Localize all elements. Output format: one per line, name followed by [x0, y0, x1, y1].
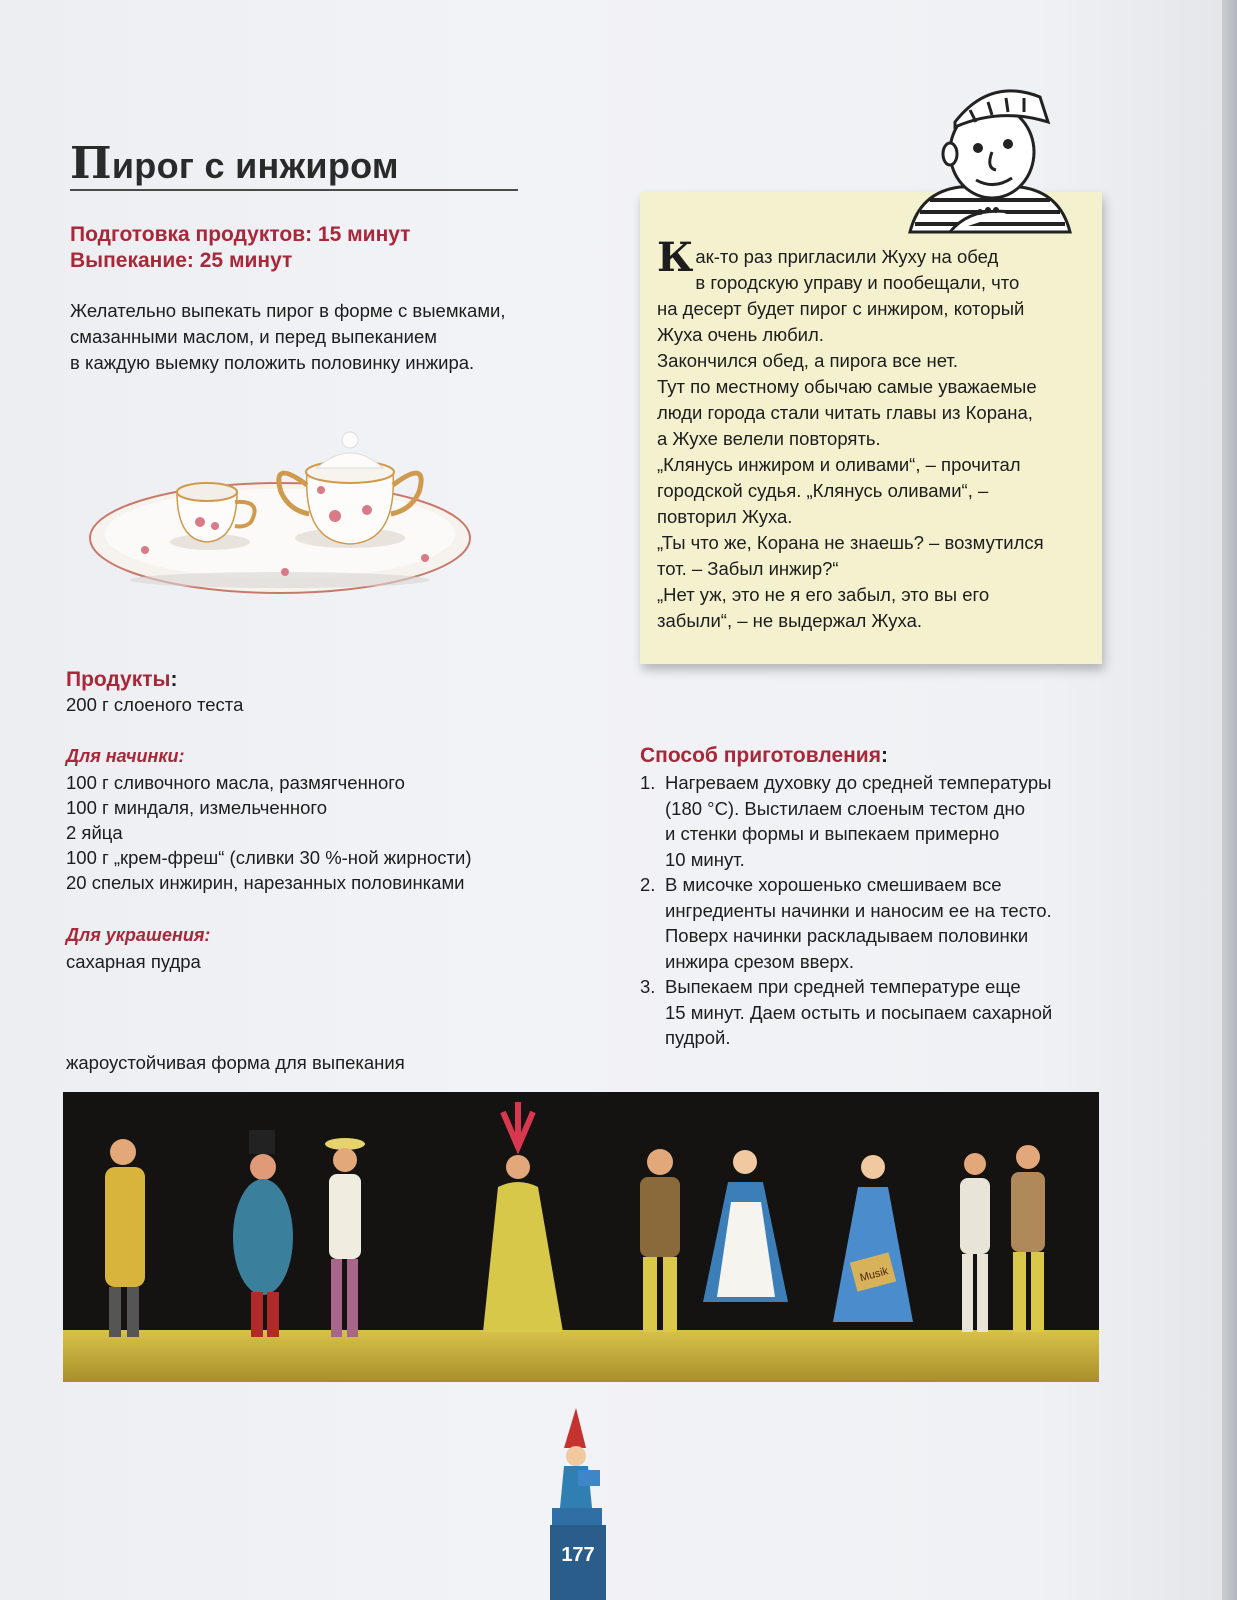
ingredient-item: 20 спелых инжирин, нарезанных половинками: [66, 872, 465, 893]
story-line: „Нет уж, это не я его забыл, это вы его: [657, 584, 990, 605]
step-line: ингредиенты начинки и наносим ее на тесто.: [665, 899, 1052, 921]
step-line: Поверх начинки раскладываем половинки: [665, 925, 1029, 946]
story-line: „Клянусь инжиром и оливами“, – прочитал: [657, 454, 1021, 475]
story-line: а Жухе велели повторять.: [657, 428, 881, 449]
parade-illustration: [63, 1092, 1099, 1382]
page-title: [70, 138, 399, 189]
music-bag-label: Musik: [858, 1265, 890, 1285]
filling-list: [66, 770, 472, 895]
method-step: [640, 872, 1100, 974]
ingredient-item: 100 г сливочного масла, размягченного: [66, 772, 405, 793]
intro-line: Желательно выпекать пирог в форме с выемками,: [70, 300, 506, 321]
method-heading: [640, 744, 888, 768]
method-step: [640, 770, 1100, 872]
ingredient-item: 2 яйца: [66, 822, 123, 843]
intro-text: [70, 298, 540, 376]
story-line: городской судья. „Клянусь оливами“, –: [657, 480, 989, 501]
title-underline: [70, 189, 518, 191]
ingredients-heading-colon: :: [170, 668, 178, 691]
base-ingredient: 200 г слоеного теста: [66, 694, 244, 715]
intro-line: в каждую выемку положить половинку инжира.: [70, 352, 475, 373]
step-number: 3.: [640, 976, 656, 997]
gnome-illustration: [542, 1408, 612, 1528]
step-line: Выпекаем при средней температуре еще: [665, 976, 1021, 997]
step-number: 1.: [640, 772, 656, 793]
prep-time: Подготовка продуктов: 15 минут: [70, 223, 411, 246]
step-line: пудрой.: [665, 1027, 731, 1048]
bake-time: Выпекание: 25 минут: [70, 249, 293, 272]
method-steps: [640, 770, 1100, 1051]
story-line: „Ты что же, Корана не знаешь? – возмутился: [657, 532, 1044, 553]
parade-figures: [63, 1092, 1099, 1382]
step-line: В мисочке хорошенько смешиваем все: [665, 874, 1002, 895]
story-line: Закончился обед, а пирога все нет.: [657, 350, 958, 371]
ingredient-item: 100 г „крем-фреш“ (сливки 30 %-ной жирности): [66, 847, 472, 868]
story-line: Тут по местному обычаю самые уважаемые: [657, 376, 1037, 397]
story-line: ак-то раз пригласили Жуху на обед: [695, 246, 999, 267]
story-line: на десерт будет пирог с инжиром, который: [657, 298, 1025, 319]
story-line: в городскую управу и пообещали, что: [695, 272, 1020, 293]
ingredients-heading: [66, 668, 177, 692]
story-initial: К: [657, 234, 694, 281]
title-rest: ирог с инжиром: [111, 145, 399, 186]
story-text: [657, 234, 1087, 634]
method-heading-colon: :: [880, 744, 888, 767]
decor-heading: Для украшения:: [66, 925, 211, 945]
step-line: 15 минут. Даем остыть и посыпаем сахарной: [665, 1001, 1053, 1023]
step-line: и стенки формы и выпекаем примерно: [665, 823, 1000, 844]
title-initial: П: [70, 138, 112, 189]
method-heading-text: Способ приготовления: [640, 744, 881, 767]
book-edge: [1222, 0, 1237, 1600]
step-number: 2.: [640, 874, 656, 895]
step-line: инжира срезом вверх.: [665, 950, 855, 972]
story-line: люди города стали читать главы из Корана,: [657, 402, 1033, 423]
story-line: Жуха очень любил.: [657, 324, 824, 345]
story-line: тот. – Забыл инжир?“: [657, 558, 839, 579]
ingredients-heading-text: Продукты: [66, 668, 171, 691]
equipment-line: жароустойчивая форма для выпекания: [66, 1052, 405, 1073]
tea-set-illustration: [85, 430, 485, 605]
story-line: повторил Жуха.: [657, 506, 793, 527]
step-line: (180 °С). Выстилаем слоеным тестом дно: [665, 797, 1026, 819]
step-line: Нагреваем духовку до средней температуры: [665, 772, 1052, 793]
method-step: [640, 974, 1100, 1051]
step-line: 10 минут.: [665, 848, 745, 870]
ingredient-item: 100 г миндаля, измельченного: [66, 797, 328, 818]
decor-item: сахарная пудра: [66, 951, 201, 972]
story-line: забыли“, – не выдержал Жуха.: [657, 610, 922, 631]
page-number: 177: [550, 1525, 606, 1600]
intro-line: смазанными маслом, и перед выпеканием: [70, 326, 437, 347]
timing-block: [70, 222, 410, 274]
filling-heading: Для начинки:: [66, 746, 185, 766]
juha-caricature: [900, 82, 1080, 242]
